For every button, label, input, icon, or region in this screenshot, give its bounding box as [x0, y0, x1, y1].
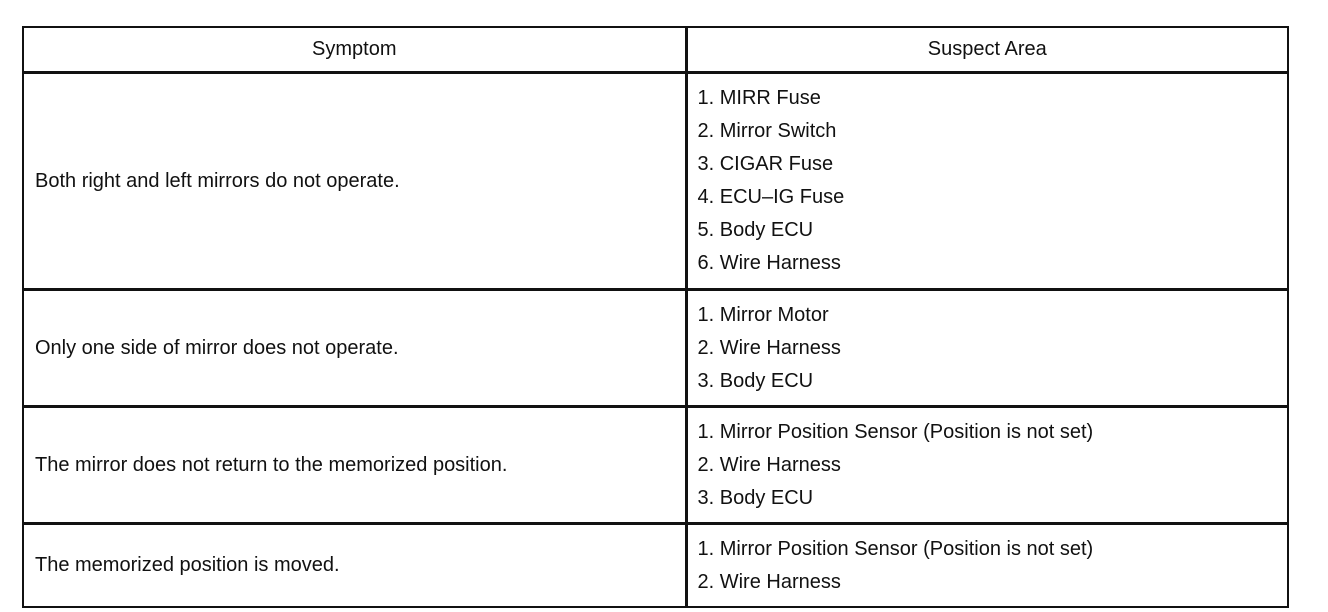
suspect-item: 1. Mirror Motor [697, 304, 829, 326]
suspect-area-cell [686, 407, 1288, 524]
suspect-list [698, 533, 1288, 599]
table-row [23, 524, 1288, 608]
symptom-cell: Both right and left mirrors do not operate. [23, 73, 686, 290]
troubleshooting-table-container [22, 26, 1287, 593]
suspect-item: 1. Mirror Position Sensor (Position is not set) [697, 421, 1094, 443]
suspect-item: 2. Wire Harness [697, 571, 841, 593]
suspect-item: 3. Body ECU [697, 370, 814, 392]
table-row [23, 407, 1288, 524]
suspect-area-cell [686, 524, 1288, 608]
suspect-area-cell [686, 73, 1288, 290]
symptom-cell: The memorized position is moved. [23, 524, 686, 608]
suspect-item: 2. Mirror Switch [697, 120, 837, 142]
suspect-item: 3. CIGAR Fuse [697, 153, 834, 175]
symptom-cell: The mirror does not return to the memorized position. [23, 407, 686, 524]
suspect-item: 2. Wire Harness [697, 454, 841, 476]
symptom-column-header: Symptom [23, 27, 686, 73]
symptom-cell: Only one side of mirror does not operate. [23, 290, 686, 407]
suspect-item: 1. MIRR Fuse [697, 87, 821, 109]
suspect-area-cell [686, 290, 1288, 407]
suspect-list [698, 299, 1288, 398]
suspect-item: 5. Body ECU [697, 219, 814, 241]
table-row [23, 73, 1288, 290]
suspect-list [698, 82, 1288, 280]
suspect-item: 2. Wire Harness [697, 337, 841, 359]
suspect-list [698, 416, 1288, 515]
table-row [23, 290, 1288, 407]
header-row [23, 27, 1288, 73]
suspect-item: 4. ECU–IG Fuse [697, 186, 845, 208]
suspect-item: 6. Wire Harness [697, 252, 841, 274]
suspect-area-column-header: Suspect Area [686, 27, 1288, 73]
troubleshooting-table [22, 26, 1289, 608]
suspect-item: 1. Mirror Position Sensor (Position is not set) [697, 538, 1094, 560]
suspect-item: 3. Body ECU [697, 487, 814, 509]
